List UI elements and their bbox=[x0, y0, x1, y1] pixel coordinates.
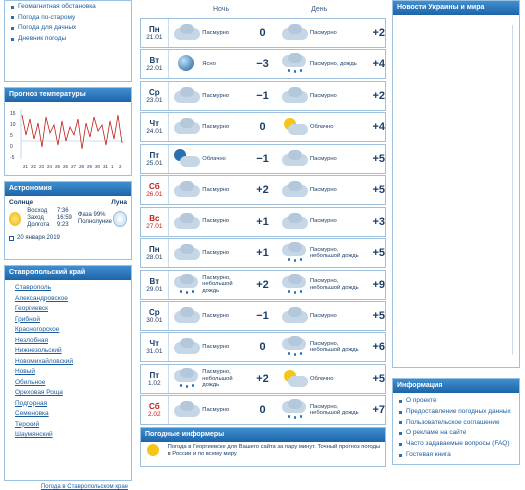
rain-icon bbox=[280, 53, 310, 75]
night-temp: −1 bbox=[256, 89, 269, 102]
city-link[interactable]: Новый bbox=[15, 368, 36, 375]
top-link-label: Дневник погоды bbox=[18, 34, 67, 42]
night-condition: Пасмурно bbox=[202, 344, 230, 351]
night-temp: −1 bbox=[256, 152, 269, 165]
night-temp: −3 bbox=[256, 58, 269, 71]
moon-icon bbox=[113, 211, 127, 227]
forecast-day-row[interactable] bbox=[140, 144, 386, 174]
overcast-icon bbox=[172, 116, 202, 138]
right-column bbox=[392, 0, 520, 470]
overcast-icon bbox=[280, 148, 310, 170]
y-tick-label: 15 bbox=[10, 111, 16, 117]
info-link-label: О проекте bbox=[406, 397, 437, 404]
x-tick-label: 27 bbox=[71, 164, 77, 169]
day-temp: +2 bbox=[372, 27, 385, 39]
bullet-icon bbox=[399, 443, 402, 446]
forecast-column bbox=[140, 0, 386, 470]
forecast-day-row[interactable] bbox=[140, 175, 386, 205]
news-scrollbar[interactable] bbox=[512, 25, 513, 355]
info-panel bbox=[392, 378, 520, 465]
daylength-label: Долгота bbox=[27, 222, 50, 228]
day-condition: Пасмурно bbox=[309, 218, 337, 225]
overcast-icon bbox=[280, 179, 310, 201]
night-temp: +2 bbox=[256, 184, 269, 197]
informers-title: Погодные информеры bbox=[141, 428, 385, 442]
date-value: 31.01 bbox=[146, 348, 163, 356]
informers-text: Погода в Георгиевске для Вашего сайта за пару минут. Точный прогноз погоды в России и по всему миру bbox=[167, 444, 381, 458]
sun-label: Солнце bbox=[9, 199, 34, 206]
info-link-item[interactable] bbox=[399, 396, 513, 407]
cloudy-night-icon bbox=[172, 148, 202, 170]
night-temp: 0 bbox=[259, 404, 266, 417]
forecast-day-row[interactable] bbox=[140, 49, 386, 79]
top-links-panel bbox=[4, 0, 132, 82]
day-date bbox=[141, 50, 169, 78]
city-link[interactable]: Красногорское bbox=[15, 326, 60, 333]
day-header: День bbox=[311, 5, 328, 13]
weekday: Вс bbox=[149, 213, 160, 223]
night-condition: Пасмурно bbox=[202, 407, 230, 413]
forecast-day-row[interactable] bbox=[140, 81, 386, 111]
night-condition: Пасмурно bbox=[202, 124, 230, 131]
calendar-icon bbox=[9, 236, 14, 241]
rain-icon bbox=[280, 336, 310, 358]
info-link-label: О рекламе на сайте bbox=[406, 429, 467, 437]
top-link-label: Погода по-старому bbox=[18, 13, 76, 21]
forecast-day-row[interactable] bbox=[140, 301, 386, 331]
news-body bbox=[393, 15, 519, 367]
day-date bbox=[141, 82, 169, 110]
day-condition: Пасмурно bbox=[309, 312, 337, 319]
info-link-item[interactable] bbox=[399, 450, 513, 461]
top-link-item[interactable] bbox=[11, 23, 125, 34]
info-link-label: Предоставление погодных данных bbox=[406, 407, 511, 415]
astro-date: 20 января 2019 bbox=[17, 235, 60, 241]
city-link[interactable]: Грибной bbox=[15, 315, 40, 323]
city-link[interactable]: Обильное bbox=[15, 378, 46, 386]
overcast-icon bbox=[280, 85, 310, 107]
y-tick-label: -5 bbox=[10, 155, 15, 161]
phase-value: 99% bbox=[93, 211, 106, 218]
day-temp: +5 bbox=[372, 152, 385, 165]
day-temp: +3 bbox=[372, 215, 385, 228]
astronomy-body bbox=[5, 196, 131, 259]
bullet-icon bbox=[399, 400, 402, 403]
left-column bbox=[4, 0, 132, 490]
region-title: Ставропольский край bbox=[5, 266, 131, 280]
overcast-icon bbox=[172, 211, 202, 233]
day-temp: +4 bbox=[372, 58, 385, 71]
forecast-day-row[interactable] bbox=[140, 270, 386, 300]
weekday: Сб bbox=[149, 402, 160, 412]
night-condition: Пасмурно, небольшой дождь bbox=[202, 274, 233, 294]
day-condition: Пасмурно bbox=[309, 155, 337, 162]
daylength-value: 9:23 bbox=[56, 222, 69, 228]
astronomy-title: Астрономия bbox=[5, 182, 131, 196]
astronomy-panel bbox=[4, 181, 132, 260]
y-tick-label: 5 bbox=[10, 133, 13, 139]
weekday: Сб bbox=[149, 182, 160, 192]
y-tick-label: 10 bbox=[10, 122, 16, 128]
top-link-item[interactable] bbox=[11, 13, 125, 24]
x-tick-label: 2 bbox=[119, 164, 122, 169]
night-condition: Пасмурно bbox=[202, 29, 230, 36]
overcast-icon bbox=[280, 305, 310, 327]
sun-icon bbox=[9, 212, 21, 226]
bullet-icon bbox=[399, 411, 402, 414]
forecast-day-row[interactable] bbox=[140, 364, 386, 394]
night-condition: Пасмурно bbox=[202, 312, 230, 319]
overcast-icon bbox=[172, 85, 202, 107]
bullet-icon bbox=[399, 432, 402, 435]
night-temp: +1 bbox=[256, 215, 269, 228]
y-tick-label: 0 bbox=[10, 144, 13, 150]
news-title: Новости Украины и мира bbox=[393, 1, 519, 15]
city-list bbox=[5, 280, 131, 480]
day-condition: Пасмурно bbox=[309, 29, 337, 36]
forecast-day-row[interactable] bbox=[140, 238, 386, 268]
night-condition: Облачно bbox=[202, 155, 226, 162]
forecast-day-row[interactable] bbox=[140, 207, 386, 237]
x-tick-label: 30 bbox=[95, 164, 101, 169]
date-value: 27.01 bbox=[146, 222, 163, 230]
clear-night-icon bbox=[172, 53, 202, 75]
date-value: 28.01 bbox=[146, 254, 163, 262]
bullet-icon bbox=[399, 454, 402, 457]
x-tick-label: 28 bbox=[79, 164, 85, 169]
region-panel bbox=[4, 265, 132, 481]
region-footer-link[interactable]: Погода в Ставропольском крае bbox=[40, 484, 128, 490]
x-tick-label: 31 bbox=[103, 164, 109, 169]
overcast-icon bbox=[280, 22, 310, 44]
weekday: Пн bbox=[149, 25, 160, 34]
rain-icon bbox=[280, 399, 310, 421]
weekday: Ср bbox=[148, 87, 160, 97]
day-temp: +7 bbox=[372, 404, 385, 417]
night-temp: +2 bbox=[256, 372, 269, 385]
x-tick-label: 24 bbox=[47, 164, 53, 169]
day-condition: Пасмурно, небольшой дождь bbox=[309, 403, 359, 417]
overcast-icon bbox=[172, 399, 202, 421]
city-link[interactable]: Ореховая Роща bbox=[15, 389, 63, 396]
bullet-icon bbox=[399, 421, 402, 424]
info-list bbox=[393, 393, 519, 464]
day-temp: +9 bbox=[372, 278, 385, 291]
night-condition: Ясно bbox=[202, 61, 216, 68]
date-value: 2.02 bbox=[148, 411, 161, 419]
night-condition: Пасмурно bbox=[202, 186, 230, 193]
city-link[interactable]: Александровское bbox=[15, 294, 68, 302]
day-date bbox=[141, 302, 169, 330]
info-title: Информация bbox=[393, 379, 519, 393]
temp-forecast-panel bbox=[4, 87, 132, 176]
date-value: 26.01 bbox=[146, 191, 163, 199]
day-date bbox=[141, 113, 169, 141]
day-temp: +5 bbox=[372, 372, 385, 385]
city-link[interactable]: Незлобная bbox=[15, 336, 49, 344]
x-tick-label: 22 bbox=[31, 164, 37, 169]
weekday: Чт bbox=[149, 339, 160, 349]
day-condition: Пасмурно bbox=[309, 186, 337, 193]
overcast-icon bbox=[172, 22, 202, 44]
date-value: 22.01 bbox=[146, 65, 163, 73]
weekday: Вт bbox=[149, 276, 160, 286]
day-temp: +5 bbox=[372, 247, 385, 260]
day-temp: +5 bbox=[372, 309, 385, 322]
rain-icon bbox=[172, 274, 202, 296]
weekday: Пт bbox=[149, 370, 160, 380]
date-value: 29.01 bbox=[146, 285, 163, 293]
night-temp: +2 bbox=[256, 278, 269, 291]
day-condition: Пасмурно, небольшой дождь bbox=[309, 246, 359, 260]
day-date bbox=[141, 208, 169, 236]
night-condition: Пасмурно, небольшой дождь bbox=[202, 369, 233, 389]
sunrise-label: Восход bbox=[27, 208, 48, 214]
temp-forecast-chart bbox=[5, 102, 131, 175]
day-condition: Пасмурно, дождь bbox=[309, 61, 357, 68]
phase-label: Фаза bbox=[77, 211, 92, 218]
weekday: Пт bbox=[149, 150, 160, 160]
info-link-label: Часто задаваемые вопросы (FAQ) bbox=[406, 440, 510, 448]
city-link[interactable]: Ставрополь bbox=[15, 284, 52, 291]
top-link-label: Геомагнитная обстановка bbox=[18, 3, 96, 10]
forecast-day-row[interactable] bbox=[140, 18, 386, 48]
phase-name: Полнолуние bbox=[77, 218, 112, 225]
rain-icon bbox=[280, 274, 310, 296]
news-panel bbox=[392, 0, 520, 368]
bullet-icon bbox=[11, 38, 14, 41]
weekday: Ср bbox=[148, 307, 160, 317]
forecast-header bbox=[140, 0, 386, 18]
x-tick-label: 21 bbox=[23, 164, 29, 169]
city-link[interactable]: Терский bbox=[15, 420, 40, 428]
day-condition: Облачно bbox=[309, 375, 334, 382]
info-link-label: Гостевая книга bbox=[406, 450, 451, 458]
city-link[interactable]: Георгиевск bbox=[15, 305, 49, 312]
info-link-item[interactable] bbox=[399, 418, 513, 429]
info-link-item[interactable] bbox=[399, 428, 513, 439]
bullet-icon bbox=[11, 27, 14, 30]
day-date bbox=[141, 239, 169, 267]
city-link[interactable]: Новомихайловский bbox=[15, 357, 74, 365]
day-temp: +4 bbox=[372, 121, 385, 134]
night-temp: +1 bbox=[256, 247, 269, 260]
x-tick-label: 25 bbox=[55, 164, 61, 169]
info-link-item[interactable] bbox=[399, 407, 513, 418]
day-temp: +6 bbox=[372, 341, 385, 354]
bullet-icon bbox=[11, 6, 14, 9]
night-condition: Пасмурно bbox=[202, 218, 230, 225]
day-condition: Пасмурно, небольшой дождь bbox=[309, 278, 359, 291]
date-value: 30.01 bbox=[146, 316, 163, 324]
date-value: 24.01 bbox=[146, 128, 163, 136]
night-temp: 0 bbox=[259, 341, 266, 354]
x-tick-label: 29 bbox=[87, 164, 93, 169]
bullet-icon bbox=[11, 16, 14, 19]
temp-line bbox=[22, 115, 122, 149]
sunset-label: Заход bbox=[27, 215, 44, 221]
weekday: Пн bbox=[149, 245, 160, 255]
day-date bbox=[141, 19, 169, 47]
forecast-day-row[interactable] bbox=[140, 112, 386, 142]
city-link[interactable]: Семеновка bbox=[15, 410, 49, 417]
top-link-item[interactable] bbox=[11, 2, 125, 13]
top-link-label: Погода для дачных bbox=[18, 24, 77, 32]
info-link-label: Пользовательское соглашение bbox=[406, 418, 500, 426]
weekday: Вт bbox=[149, 56, 160, 66]
cloudy-icon bbox=[280, 116, 310, 138]
forecast-day-row[interactable] bbox=[140, 332, 386, 362]
night-temp: −1 bbox=[256, 309, 269, 322]
overcast-icon bbox=[172, 305, 202, 327]
top-link-item[interactable] bbox=[11, 34, 125, 45]
forecast-days bbox=[140, 18, 386, 425]
day-condition: Пасмурно bbox=[309, 92, 337, 99]
day-date bbox=[141, 176, 169, 204]
night-condition: Пасмурно bbox=[202, 249, 230, 256]
overcast-icon bbox=[172, 336, 202, 358]
date-value: 1.02 bbox=[148, 379, 161, 387]
day-date bbox=[141, 396, 169, 424]
night-condition: Пасмурно bbox=[202, 92, 230, 99]
day-condition: Облачно bbox=[309, 124, 334, 131]
weekday: Чт bbox=[149, 119, 160, 129]
temp-forecast-svg bbox=[9, 105, 127, 171]
x-tick-label: 26 bbox=[63, 164, 69, 169]
info-link-item[interactable] bbox=[399, 439, 513, 450]
sunrise-value: 7:36 bbox=[56, 208, 69, 214]
day-date bbox=[141, 333, 169, 361]
x-tick-label: 1 bbox=[111, 164, 114, 169]
day-temp: +2 bbox=[372, 89, 385, 102]
date-value: 21.01 bbox=[146, 34, 163, 41]
city-link[interactable]: Нижнезольский bbox=[15, 347, 62, 354]
overcast-icon bbox=[172, 242, 202, 264]
night-temp: 0 bbox=[259, 121, 266, 134]
city-link[interactable]: Подгорная bbox=[15, 399, 48, 407]
day-condition: Пасмурно, небольшой дождь bbox=[309, 340, 359, 354]
date-value: 25.01 bbox=[146, 159, 163, 167]
rain-icon bbox=[172, 368, 202, 390]
cloudy-icon bbox=[280, 368, 310, 390]
day-date bbox=[141, 365, 169, 393]
city-link[interactable]: Шаумянский bbox=[15, 431, 53, 438]
night-temp: 0 bbox=[259, 27, 266, 39]
sunset-value: 16:59 bbox=[56, 215, 72, 221]
overcast-icon bbox=[172, 179, 202, 201]
overcast-icon bbox=[280, 211, 310, 233]
forecast-day-row[interactable] bbox=[140, 395, 386, 425]
x-tick-label: 23 bbox=[39, 164, 45, 169]
night-header: Ночь bbox=[213, 5, 230, 13]
temp-forecast-title: Прогноз температуры bbox=[5, 88, 131, 102]
date-value: 23.01 bbox=[146, 96, 163, 104]
day-temp: +5 bbox=[372, 184, 385, 197]
informers-panel bbox=[140, 427, 386, 467]
rain-icon bbox=[280, 242, 310, 264]
day-date bbox=[141, 145, 169, 173]
moon-label: Луна bbox=[111, 199, 127, 206]
sun-cloud-icon bbox=[145, 444, 162, 456]
day-date bbox=[141, 271, 169, 299]
